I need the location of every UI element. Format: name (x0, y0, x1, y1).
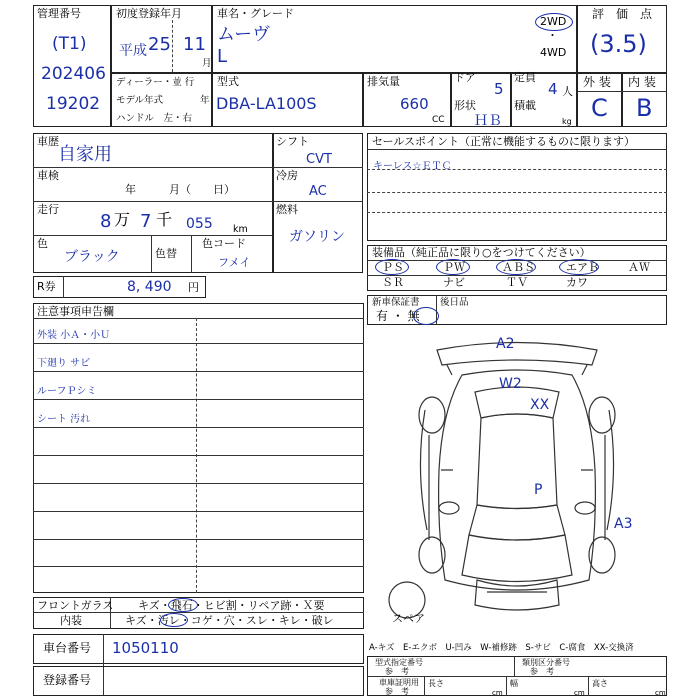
handle-label: ハンドル 左・右 (116, 113, 193, 124)
drive-2wd: 2WD (540, 15, 567, 28)
name-grade-label: 車名・グレード (217, 7, 294, 20)
equip-abs: ＡＢＳ (502, 261, 535, 274)
chassis-value: 1050110 (112, 639, 179, 657)
mileage-sen: 7 (140, 211, 152, 232)
shift-label: シフト (276, 135, 309, 148)
mgmt-value-3: 19202 (46, 94, 101, 114)
ext-grade: C (591, 94, 608, 122)
fuel-value: ガソリン (289, 229, 345, 245)
mark-p: P (534, 482, 543, 498)
airbag-circle (559, 259, 599, 275)
chassis-label: 車台番号 (43, 641, 92, 655)
sen-unit: 千 (156, 210, 173, 229)
history-label: 車歴 (37, 135, 59, 148)
abs-circle (496, 259, 536, 275)
type-designation-ref: 参 考 (385, 667, 409, 676)
category-number-ref: 参 考 (530, 667, 554, 676)
repaint-label: 色替 (155, 247, 177, 260)
first-reg-label: 初度登録年月 (116, 7, 182, 20)
warranty-options: 有 ・ 無 (376, 309, 420, 323)
drive-4wd: 4WD (540, 46, 567, 59)
shift-value: CVT (306, 152, 332, 167)
dealer-label: ディーラー・並 行 (116, 77, 195, 88)
warranty-none-circle (413, 307, 439, 325)
cert-label: 車庫証明用 (379, 678, 419, 687)
registration-label: 登録番号 (43, 673, 92, 687)
note-line-3: ルーフＰシミ (37, 386, 97, 397)
damage-legend: A-キズ E-エクボ U-凹み W-補修跡 S-サビ C-腐食 XX-交換済 (369, 643, 634, 653)
mileage-rest: 055 (186, 216, 213, 232)
glass-circle (168, 598, 198, 612)
equipment-label: 装備品（純正品に限り○をつけてください） (372, 246, 591, 259)
equip-ps: ＰＳ (382, 261, 404, 274)
person-unit: 人 (562, 85, 573, 98)
color-code-label: 色コード (202, 237, 246, 250)
sales-point: キーレス☆ＥＴＣ (373, 161, 452, 172)
reg-month: 11 (183, 34, 206, 55)
category-number-label: 類別区分番号 (522, 658, 570, 667)
interior-circle (160, 613, 188, 627)
mgmt-label: 管理番号 (37, 7, 81, 20)
height-unit: cm (655, 689, 666, 697)
mark-a2: A2 (496, 336, 515, 352)
door-value: 5 (494, 80, 504, 98)
equip-airbag: エアＢ (566, 261, 599, 274)
ps-circle (375, 259, 409, 275)
spare-label: スペア (392, 612, 425, 625)
reg-era: 平成 (119, 43, 147, 59)
glass-options: キズ・飛石・ヒビ割・リペア跡・Ｘ要 (138, 599, 325, 612)
length-label: 長さ (428, 679, 444, 688)
month-unit: 月 (202, 58, 212, 69)
inspection-label: 車検 (37, 169, 59, 182)
reg-year: 25 (148, 34, 171, 55)
notes-label: 注意事項申告欄 (37, 305, 114, 318)
ac-label: 冷房 (276, 169, 298, 182)
mark-xx: XX (530, 397, 550, 413)
color-code: フメイ (218, 256, 251, 269)
color-value: ブラック (64, 249, 120, 265)
model-year-unit: 年 (200, 95, 210, 106)
note-line-4: シート 汚れ (37, 414, 91, 425)
capacity-label: 定員 (514, 71, 536, 84)
history-value: 自家用 (58, 144, 112, 165)
sales-label: セールスポイント（正常に機能するものに限ります） (372, 135, 636, 148)
width-unit: cm (574, 689, 585, 697)
int-grade: B (636, 94, 653, 122)
equip-pw: ＰＷ (443, 261, 465, 274)
pw-circle (436, 259, 470, 275)
car-grade: L (217, 46, 228, 67)
load-label: 積載 (514, 99, 536, 112)
note-line-2: 下廻り サビ (37, 358, 91, 369)
car-diagram (367, 330, 667, 630)
glass-label: フロントガラス (37, 599, 114, 612)
interior-options: キズ・汚レ・コゲ・穴・スレ・キレ・破レ (125, 614, 334, 627)
notes-cell (33, 303, 364, 593)
door-label: ドア (454, 71, 476, 84)
ac-value: AC (309, 184, 327, 199)
recycle-unit: 円 (188, 281, 199, 294)
eval-label: 評 価 点 (592, 7, 653, 21)
equip-leather: カワ (566, 276, 588, 289)
equip-aw: ＡＷ (628, 261, 650, 274)
height-label: 高さ (592, 679, 608, 688)
mileage-label: 走行 (37, 203, 59, 216)
cert-ref: 参 考 (385, 687, 409, 696)
recycle-label: R券 (37, 280, 56, 293)
equip-sr: ＳＲ (382, 276, 404, 289)
fuel-label: 燃料 (276, 203, 298, 216)
ext-label: 外 装 (583, 75, 611, 89)
equip-tv: ＴＶ (506, 276, 528, 289)
km-unit: km (233, 224, 248, 235)
model-year-label: モデル年式 (116, 95, 164, 106)
kg-unit: kg (562, 117, 572, 126)
type-designation-label: 型式指定番号 (375, 658, 423, 667)
recycle-cell (33, 276, 206, 298)
inspection-text: 年 月（ 日） (125, 183, 235, 196)
length-unit: cm (492, 689, 503, 697)
mgmt-value-2: 202406 (41, 64, 106, 84)
recycle-amount: 8, 490 (127, 279, 172, 295)
mark-w2: W2 (499, 376, 522, 392)
displacement-label: 排気量 (367, 75, 400, 88)
after-date-label: 後日品 (440, 297, 469, 308)
equip-navi: ナビ (443, 276, 465, 289)
car-name: ムーヴ (217, 24, 271, 45)
eval-score: (3.5) (590, 30, 647, 58)
type-label: 型式 (217, 75, 239, 88)
note-line-1: 外装 小Ａ・小Ｕ (37, 330, 111, 341)
shape-label: 形状 (454, 99, 476, 112)
mark-a3: A3 (614, 516, 633, 532)
mgmt-value-1: (T1) (52, 34, 87, 54)
cc-unit: CC (432, 115, 445, 125)
model-code: DBA-LA100S (216, 94, 317, 113)
width-label: 幅 (510, 679, 518, 688)
int-label: 内 装 (628, 75, 656, 89)
capacity-value: 4 (548, 80, 558, 98)
interior-label: 内装 (60, 614, 82, 627)
mileage-man: 8 (100, 211, 112, 232)
man-unit: 万 (114, 210, 131, 229)
displacement-value: 660 (400, 95, 429, 113)
color-label: 色 (37, 237, 48, 250)
shape-value: ＨＢ (474, 113, 502, 129)
warranty-label: 新車保証書 (372, 297, 420, 308)
drive-dot: ・ (547, 29, 558, 42)
